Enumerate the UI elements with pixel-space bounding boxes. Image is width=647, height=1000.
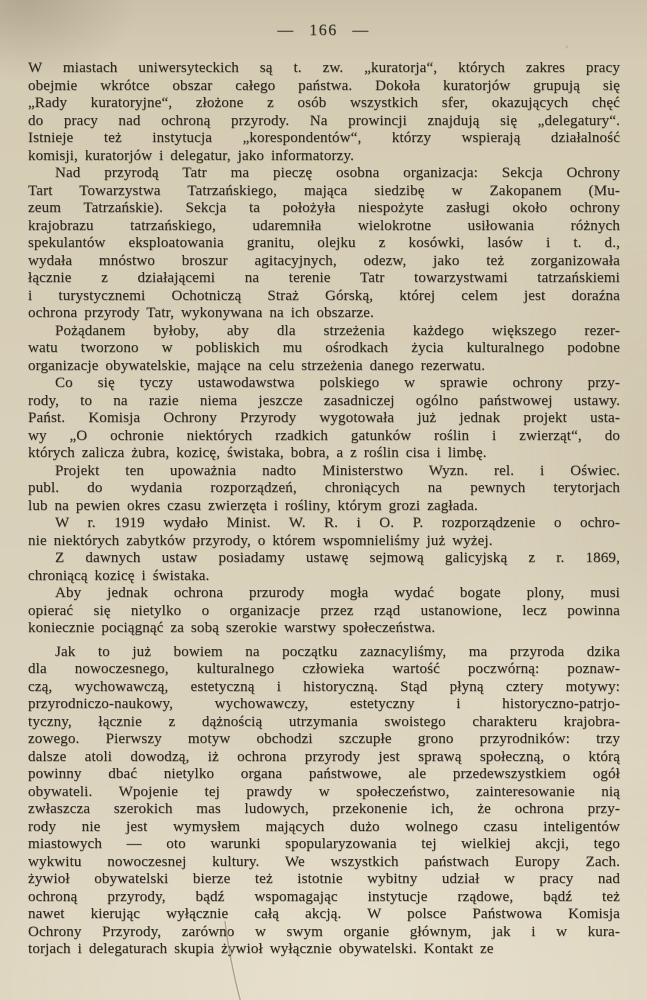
text-line: „Rady kuratoryjne“, złożone z osób wszystkich sfer, okazujących chęć	[28, 95, 620, 111]
text-line: organizacje obywatelskie, mające na celu strzeżenia danego rezerwatu.	[28, 357, 486, 374]
text-line: Nad przyrodą Tatr ma pieczę osobna organizacja: Sekcja Ochrony	[55, 165, 620, 181]
text-line: spekulantów eksploatowania granitu, olejku z kosówki, lasów i t. d.,	[28, 235, 620, 251]
page-text-block	[28, 60, 620, 959]
text-line: Ochrony Przyrody, zarówno w swym organie głównym, jak i w kura-	[28, 923, 620, 940]
text-line: koniecznie pociągnąć za sobą szerokie warstwy społeczeństwa.	[28, 620, 436, 636]
text-line: tyczny, łącznie z dążnością utrzymania swoistego charakteru krajobra-	[28, 713, 620, 730]
text-line: Państ. Komisja Ochrony Przyrody wygotowała już jednak projekt usta-	[28, 410, 620, 426]
text-line: watu tworzono w pobliskich mu ośrodkach życia kulturalnego podobne	[28, 340, 620, 356]
text-line: krajobrazu tatrzańskiego, udaremniła wielokrotne usiłowania różnych	[28, 217, 620, 234]
text-line: nie niektórych zabytków przyrody, o którem wspomnieliśmy już wyżej.	[28, 532, 493, 549]
text-line: Tart Towarzystwa Tatrzańskiego, mająca siedzibę w Zakopanem (Mu-	[28, 182, 620, 199]
text-line: wy „O ochronie niektórych rzadkich gatunków roślin i zwierząt“, do	[28, 427, 620, 444]
paragraph	[28, 375, 620, 463]
text-line: wykwitu nowoczesnej kultury. We wszystkich państwach Europy Zach.	[28, 853, 620, 870]
text-line: powinny dbać nietylko organa państwowe, ale przedewszystkiem ogół	[28, 766, 620, 782]
text-line: Istnieje też instytucja „korespondentów“, którzy wspierają działalność	[28, 130, 620, 146]
text-line: chroniącą kozicę i świstaka.	[28, 567, 210, 584]
text-line: żywioł obywatelski bierze też istotnie wybitny udział w pracy nad	[28, 871, 620, 887]
text-line: torjach i delegaturach skupia żywioł wyłącznie obywatelski. Kontakt ze	[28, 941, 494, 957]
text-line: opierać się nietylko o organizacje przez rząd ustanowione, lecz powinna	[28, 602, 620, 619]
text-line: czą, wychowawczą, estetyczną i historyczną. Stąd płyną cztery motywy:	[28, 678, 620, 695]
text-line: obywateli. Wpojenie tej prawdy w społeczeństwo, zainteresowanie nią	[28, 783, 620, 800]
text-line: W r. 1919 wydało Minist. W. R. i O. P. rozporządzenie o ochro-	[55, 515, 620, 531]
text-line: Z dawnych ustaw posiadamy ustawę sejmową galicyjską z r. 1869,	[55, 550, 620, 566]
paragraph	[28, 323, 620, 376]
text-line: miastowych — oto warunki spopularyzowania tej wielkiej akcji, tego	[28, 836, 620, 852]
text-line: Aby jednak ochrona przurody mogła wydać bogate plony, musi	[55, 585, 620, 601]
text-line: nawet kierując wyłącznie całą akcją. W polsce Państwowa Komisja	[28, 906, 620, 922]
text-line: wydała mnóstwo broszur agitacyjnych, odezw, jako też zorganizowała	[28, 252, 620, 269]
text-line: zeum Tatrzańskie). Sekcja ta położyła niespożyte zasługi około ochrony	[28, 200, 620, 216]
paragraph	[28, 60, 620, 165]
text-line: rody, to na razie niema jeszcze zasadniczej ogólno państwowej ustawy.	[28, 392, 620, 409]
text-line: lub na pewien okres czasu zwierzęta i rośliny, którym grozi zagłada.	[28, 497, 478, 514]
page-header	[0, 22, 647, 40]
text-line: zwłaszcza szerokich mas ludowych, przekonenie ich, że ochrona przy-	[28, 801, 620, 817]
page-number: — 166 —	[277, 22, 370, 39]
text-line: ochrona przyrody Tatr, wykonywana na ich obszarze.	[28, 305, 374, 321]
text-line: dla nowoczesnego, kulturalnego człowieka wartość poczwórną: poznaw-	[28, 661, 620, 677]
paragraph	[28, 585, 620, 638]
text-line: do pracy nad ochroną przyrody. Na prowincji znajdują się „delegatury“.	[28, 112, 620, 129]
paragraph	[28, 644, 620, 959]
text-line: Co się tyczy ustawodawstwa polskiego w sprawie ochrony przy-	[55, 375, 620, 391]
text-line: łącznie z działającemi na terenie Tatr towarzystwami tatrzańskiemi	[28, 270, 620, 286]
text-line: obejmie wkrótce obszar całego państwa. Dokoła kuratorjów grupują się	[28, 77, 620, 94]
text-line: komisji, kuratorjów i delegatur, jako informatorzy.	[28, 147, 354, 164]
text-line: publ. do wydania rozporządzeń, chroniących na pewnych terytorjach	[28, 480, 620, 496]
text-line: Projekt ten upoważnia nadto Ministerstwo Wyzn. rel. i Oświec.	[55, 462, 620, 479]
paragraph	[28, 463, 620, 516]
paragraph	[28, 515, 620, 550]
text-line: przyrodniczo-naukowy, wychowawczy, estetyczny i historyczno-patrjo-	[28, 696, 620, 712]
paragraph	[28, 550, 620, 585]
text-line: Pożądanem byłoby, aby dla strzeżenia każdego większego rezer-	[55, 322, 620, 339]
text-line: zowego. Pierwszy motyw obchodzi szczupłe grono przyrodników: trzy	[28, 731, 620, 747]
text-line: Jak to już bowiem na początku zaznacyliśmy, ma przyroda dzika	[55, 643, 620, 660]
text-line: których zalicza żubra, kozicę, świstaka, bobra, a z roślin cisa i limbę.	[28, 445, 487, 461]
text-line: rody nie jest wymysłem mających dużo wolnego czasu inteligentów	[28, 818, 620, 835]
text-line: W miastach uniwersyteckich są t. zw. „kuratorja“, których zakres pracy	[28, 60, 620, 76]
text-line: dalsze atoli dowodzą, iż ochrona przyrody jest sprawą społeczną, o którą	[28, 748, 620, 765]
text-line: ochroną przyrody, bądź wspomagając instytucje rządowe, bądź też	[28, 888, 620, 905]
text-line: i turystycznemi Ochotniczą Straż Górską, której celem jest doraźna	[28, 287, 620, 304]
paragraph	[28, 165, 620, 323]
